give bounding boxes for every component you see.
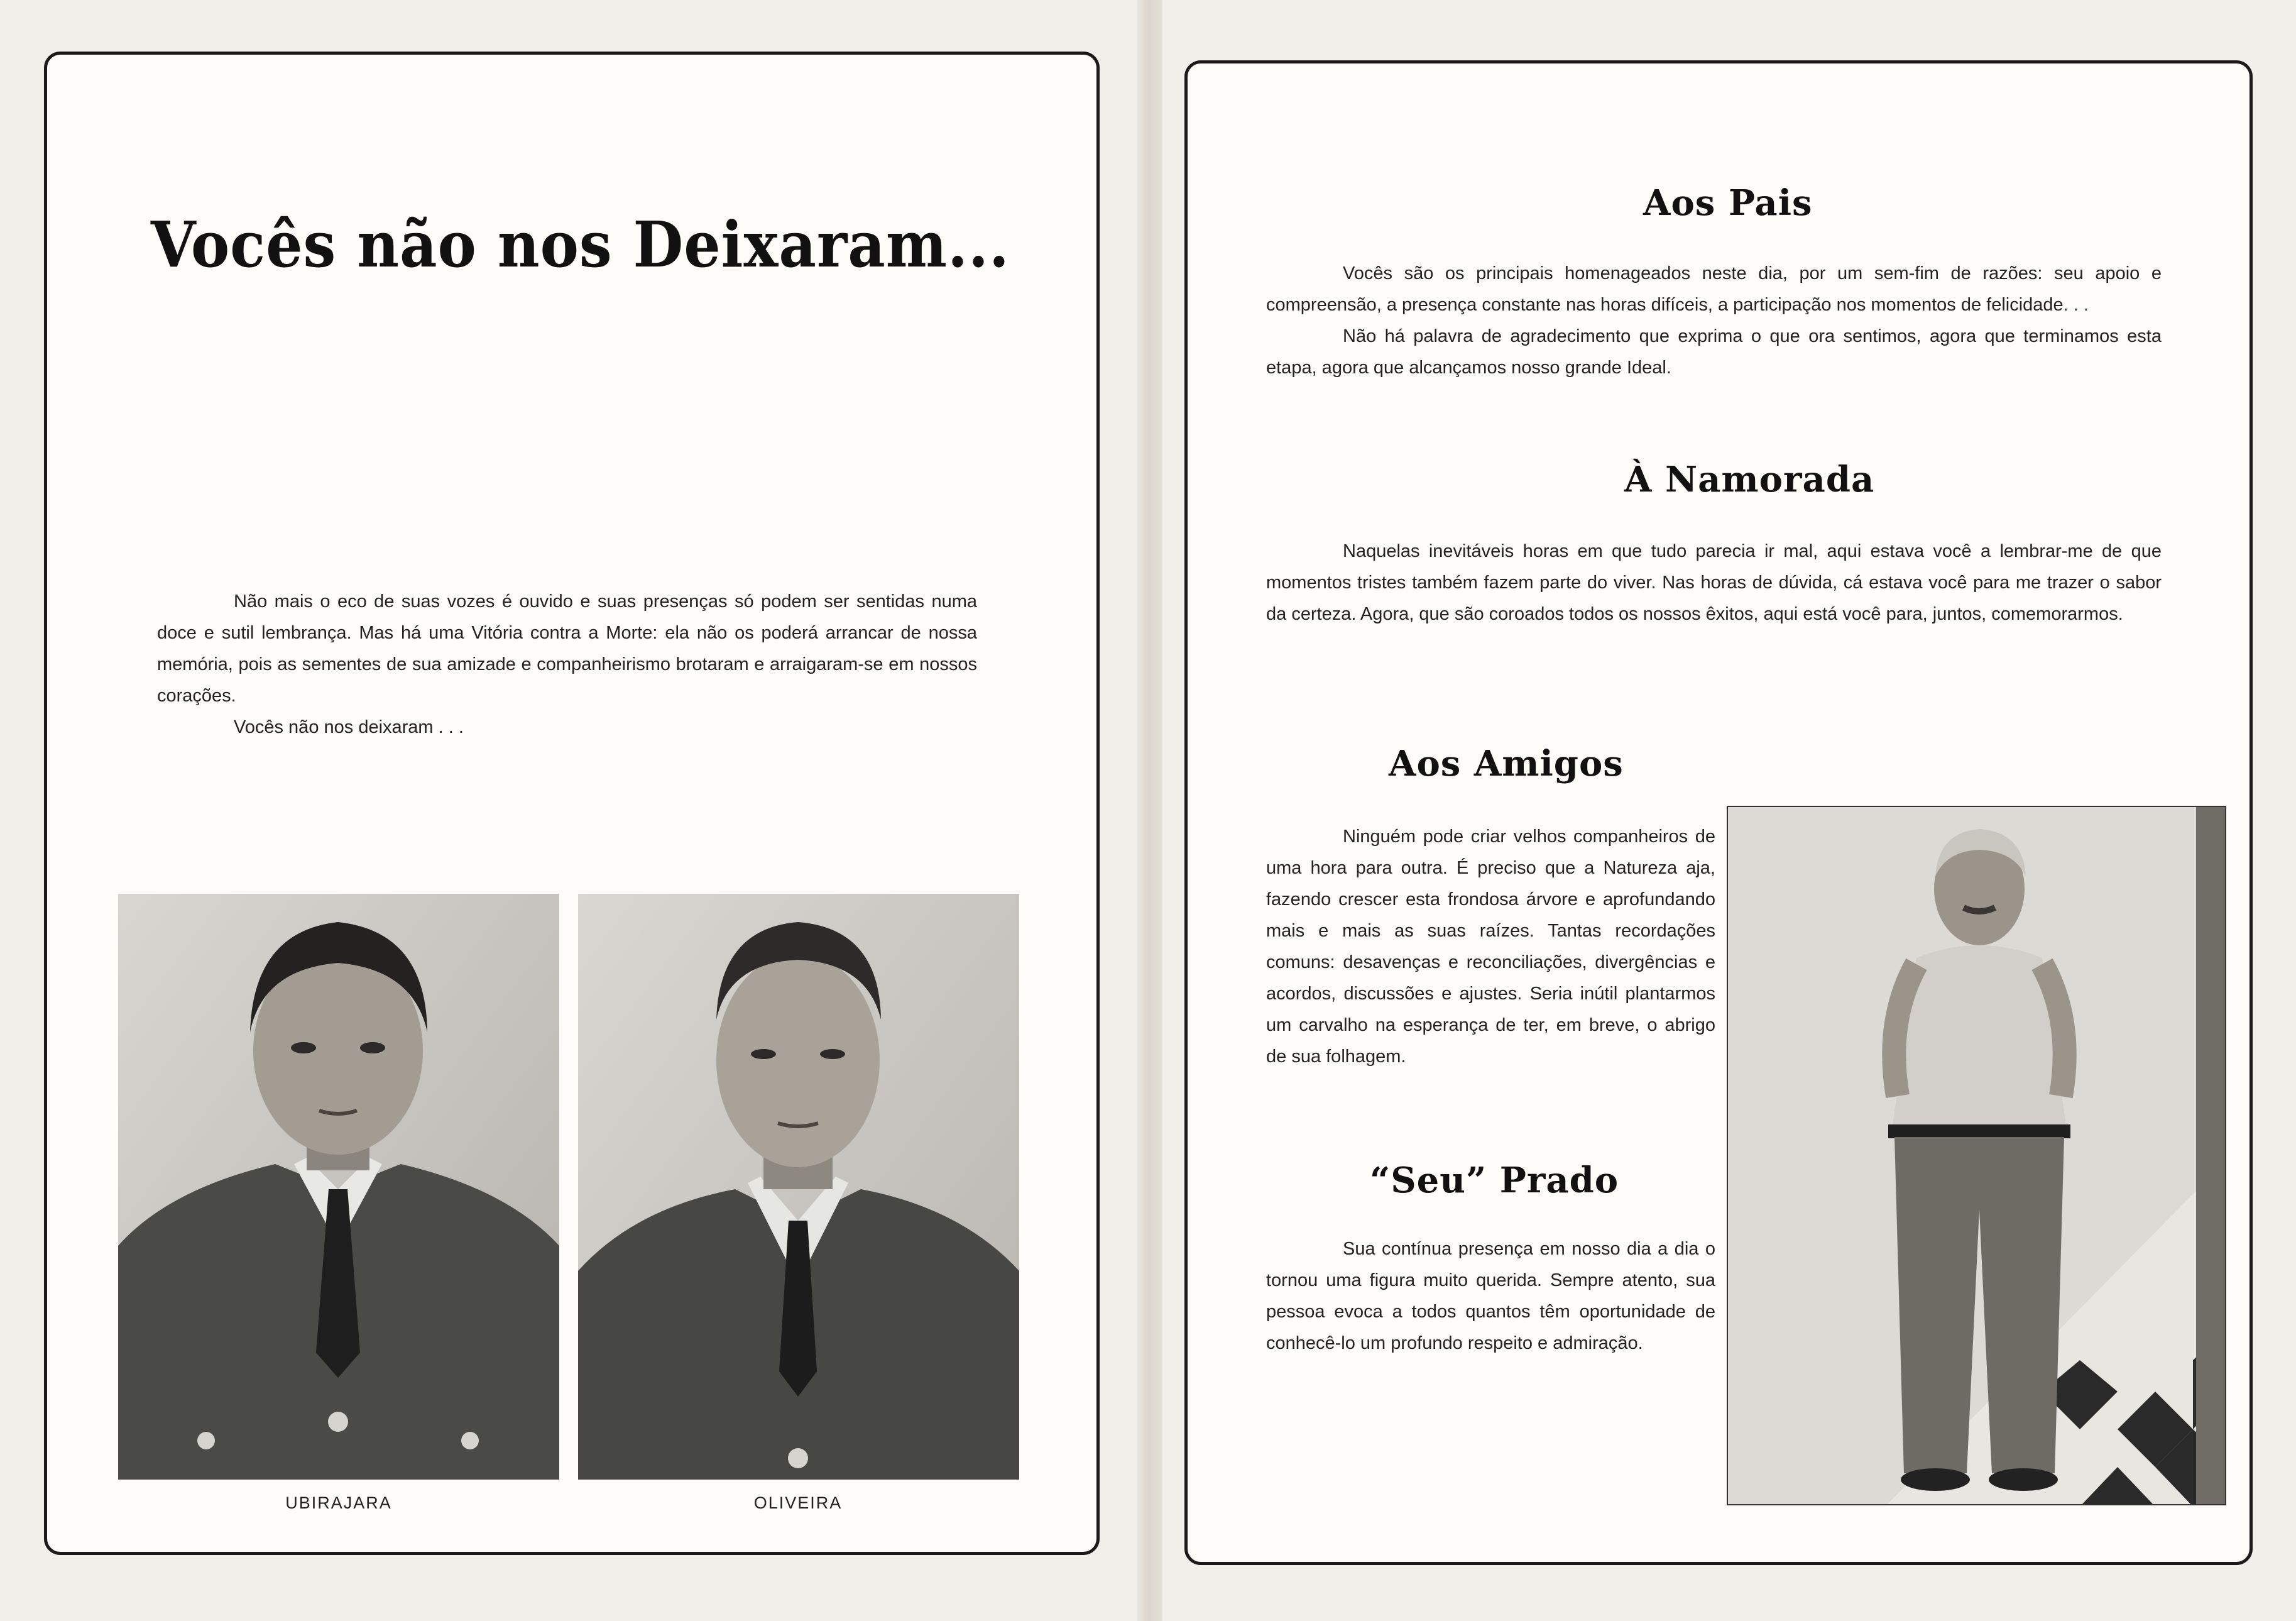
section-text-aos-amigos <box>1266 821 1715 1072</box>
section-text-aos-pais <box>1266 258 2162 383</box>
section-paragraph: Ninguém pode criar velhos companheiros de uma hora para outra. É preciso que a Natureza aja, fazendo crescer esta frondosa árvore e aprofundando mais e mais as suas raízes. Tantas recordações comuns: desavenças e reconciliações, divergências e acordos, discussões e ajustes. Seria inútil plantarmos um carvalho na esperança de ter, em breve, o abrigo de sua folhagem. <box>1266 827 1715 1067</box>
section-text-a-namorada <box>1266 536 2162 630</box>
portrait-caption-ubirajara: UBIRAJARA <box>285 1493 392 1512</box>
memorial-paragraph: Não mais o eco de suas vozes é ouvido e suas presenças só podem ser sentidas numa doce e sutil lembrança. Mas há uma Vitória contra a Morte: ela não os poderá arrancar de nossa memória, pois as sementes de sua amizade e companheirismo brotaram e arraigaram-se em nossos corações. <box>157 591 977 706</box>
memorial-closing: Vocês não nos deixaram . . . <box>234 717 464 737</box>
portrait-photo-oliveira <box>578 894 1019 1480</box>
section-heading-aos-pais: Aos Pais <box>1643 182 1813 224</box>
section-heading-seu-prado: “Seu” Prado <box>1370 1160 1619 1201</box>
section-paragraph: Não há palavra de agradecimento que exprima o que ora sentimos, agora que terminamos esta etapa, agora que alcançamos nosso grande Ideal. <box>1266 326 2162 378</box>
portrait-illustration <box>118 894 559 1480</box>
standing-man-illustration <box>1728 807 2226 1505</box>
section-text-seu-prado <box>1266 1233 1715 1359</box>
section-heading-aos-amigos: Aos Amigos <box>1389 743 1624 784</box>
photo-seu-prado <box>1727 806 2226 1505</box>
section-paragraph: Naquelas inevitáveis horas em que tudo parecia ir mal, aqui estava você a lembrar-me de que momentos tristes também fazem parte do viver. Nas horas de dúvida, cá estava você para me trazer o sabor da certeza. Agora, que são coroados todos os nossos êxitos, aqui está você para, juntos, comemorarmos. <box>1266 541 2162 624</box>
memorial-text <box>157 586 977 743</box>
book-gutter <box>1137 0 1162 1621</box>
section-paragraph: Sua contínua presença em nosso dia a dia o tornou uma figura muito querida. Sempre atento, sua pessoa evoca a todos quantos têm oportunidade de conhecê-lo um profundo respeito e admiração. <box>1266 1239 1715 1353</box>
section-paragraph: Vocês são os principais homenageados neste dia, por um sem-fim de razões: seu apoio e compreensão, a presença constante nas horas difíceis, a participação nos momentos de felicidade. . . <box>1266 263 2162 315</box>
portrait-illustration <box>578 894 1019 1480</box>
page-title: Vocês não nos Deixaram... <box>151 207 1010 282</box>
portrait-caption-oliveira: OLIVEIRA <box>753 1493 843 1512</box>
section-heading-a-namorada: À Namorada <box>1624 459 1875 500</box>
portrait-photo-ubirajara <box>118 894 559 1480</box>
